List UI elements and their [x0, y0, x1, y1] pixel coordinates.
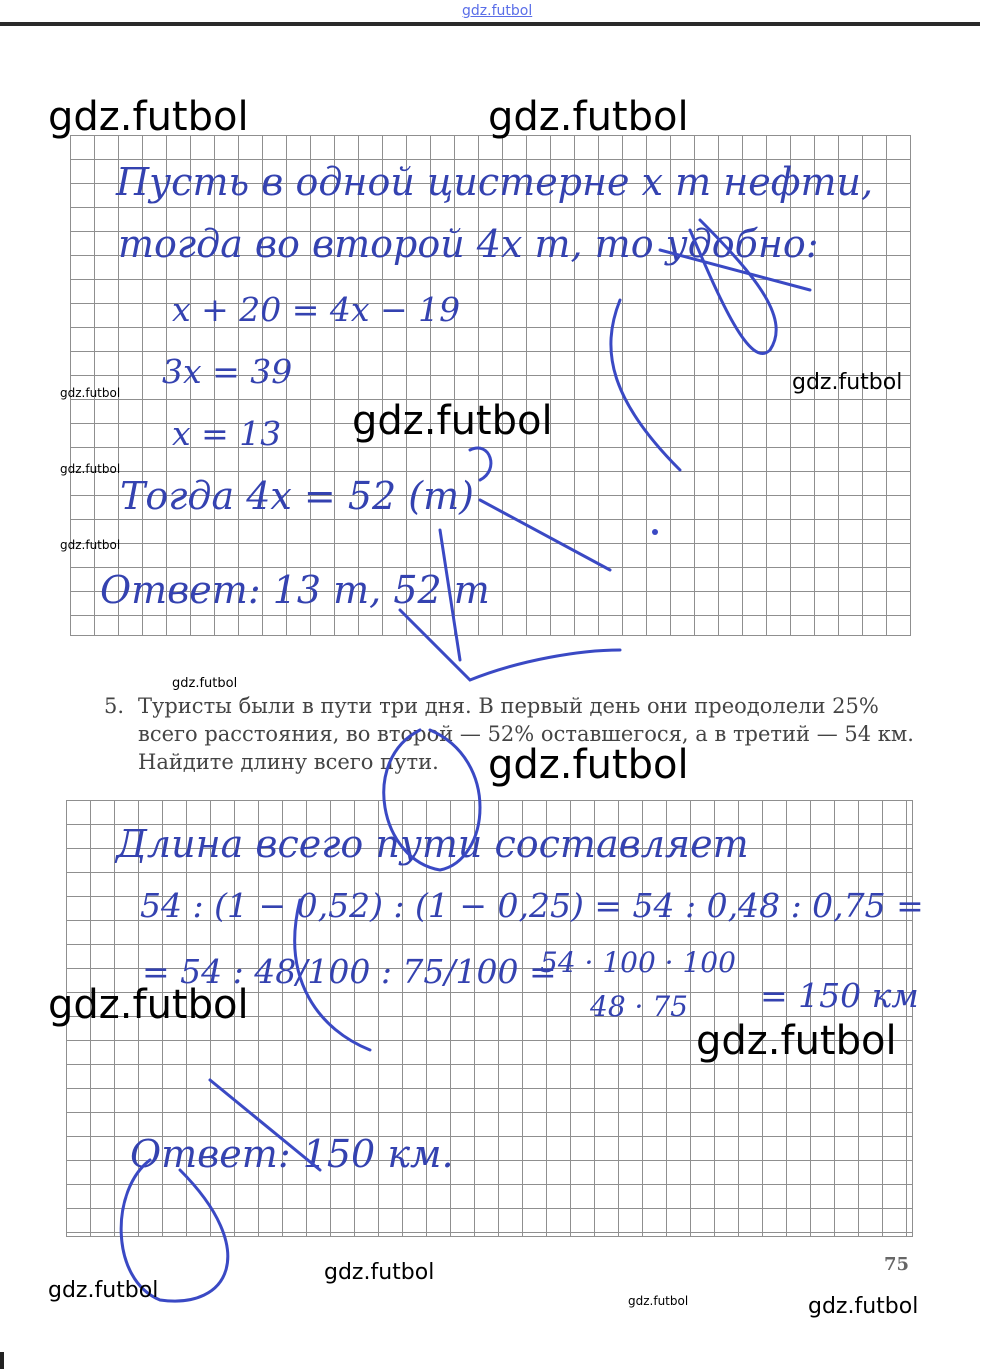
watermark: gdz.futbol [48, 982, 249, 1028]
watermark: gdz.futbol [60, 386, 121, 400]
watermark: gdz.futbol [48, 1278, 159, 1303]
pen-dot [652, 529, 658, 535]
solution5-line-1: Длина всего пути составляет [116, 822, 749, 866]
pen-stroke-6 [400, 610, 620, 680]
pen-stroke-3 [611, 300, 680, 470]
pen-stroke-9 [295, 900, 370, 1050]
watermark: gdz.futbol [60, 538, 121, 552]
solution5-line-result: = 150 км [760, 976, 919, 1015]
scan-edge-mark [0, 1352, 4, 1369]
solution5-line-2: 54 : (1 − 0,52) : (1 − 0,25) = 54 : 0,48 : 0,75 = [140, 886, 924, 925]
watermark: gdz.futbol [60, 462, 121, 476]
pen-stroke-7 [470, 448, 491, 480]
pen-stroke-8 [384, 730, 480, 870]
solution4-line-7: Ответ: 13 т, 52 т [100, 568, 490, 612]
watermark: gdz.futbol [696, 1018, 897, 1064]
pen-stroke-10 [210, 1080, 320, 1170]
header-watermark-link[interactable]: gdz.futbol [462, 3, 533, 19]
watermark: gdz.futbol [488, 94, 689, 140]
solution5-fraction-denominator: 48 · 75 [590, 990, 688, 1023]
watermark: gdz.futbol [352, 398, 553, 444]
watermark: gdz.futbol [488, 742, 689, 788]
watermark: gdz.futbol [628, 1294, 689, 1308]
problem-5-line-2: всего расстояния, во второй — 52% оставшегося, а в третий — 54 км. [138, 722, 914, 746]
solution4-line-6: Тогда 4x = 52 (т) [120, 474, 474, 518]
pen-stroke-4 [480, 500, 610, 570]
solution4-line-4: 3x = 39 [162, 352, 293, 391]
pen-stroke-1 [690, 220, 776, 353]
problem-5-line-3: Найдите длину всего пути. [138, 750, 439, 774]
watermark: gdz.futbol [172, 676, 238, 691]
watermark: gdz.futbol [792, 370, 903, 395]
watermark: gdz.futbol [808, 1294, 919, 1319]
solution4-line-1: Пусть в одной цистерне x т нефти, [116, 160, 874, 204]
problem-5-line-1: Туристы были в пути три дня. В первый день они преодолели 25% [138, 694, 879, 718]
solution4-line-5: x = 13 [172, 414, 282, 453]
page-number: 75 [884, 1254, 910, 1275]
watermark: gdz.futbol [324, 1260, 435, 1285]
problem-5-number: 5. [104, 694, 125, 718]
solution5-answer: Ответ: 150 км. [130, 1132, 454, 1176]
watermark: gdz.futbol [48, 94, 249, 140]
pen-stroke-5 [440, 530, 460, 660]
solution5-line-3: = 54 : 48/100 : 75/100 = [142, 952, 557, 991]
solution4-line-3: x + 20 = 4x − 19 [172, 290, 461, 329]
solution5-fraction-numerator: 54 · 100 · 100 [540, 946, 736, 979]
solution4-line-2: тогда во второй 4x т, то удобно: [118, 222, 819, 266]
